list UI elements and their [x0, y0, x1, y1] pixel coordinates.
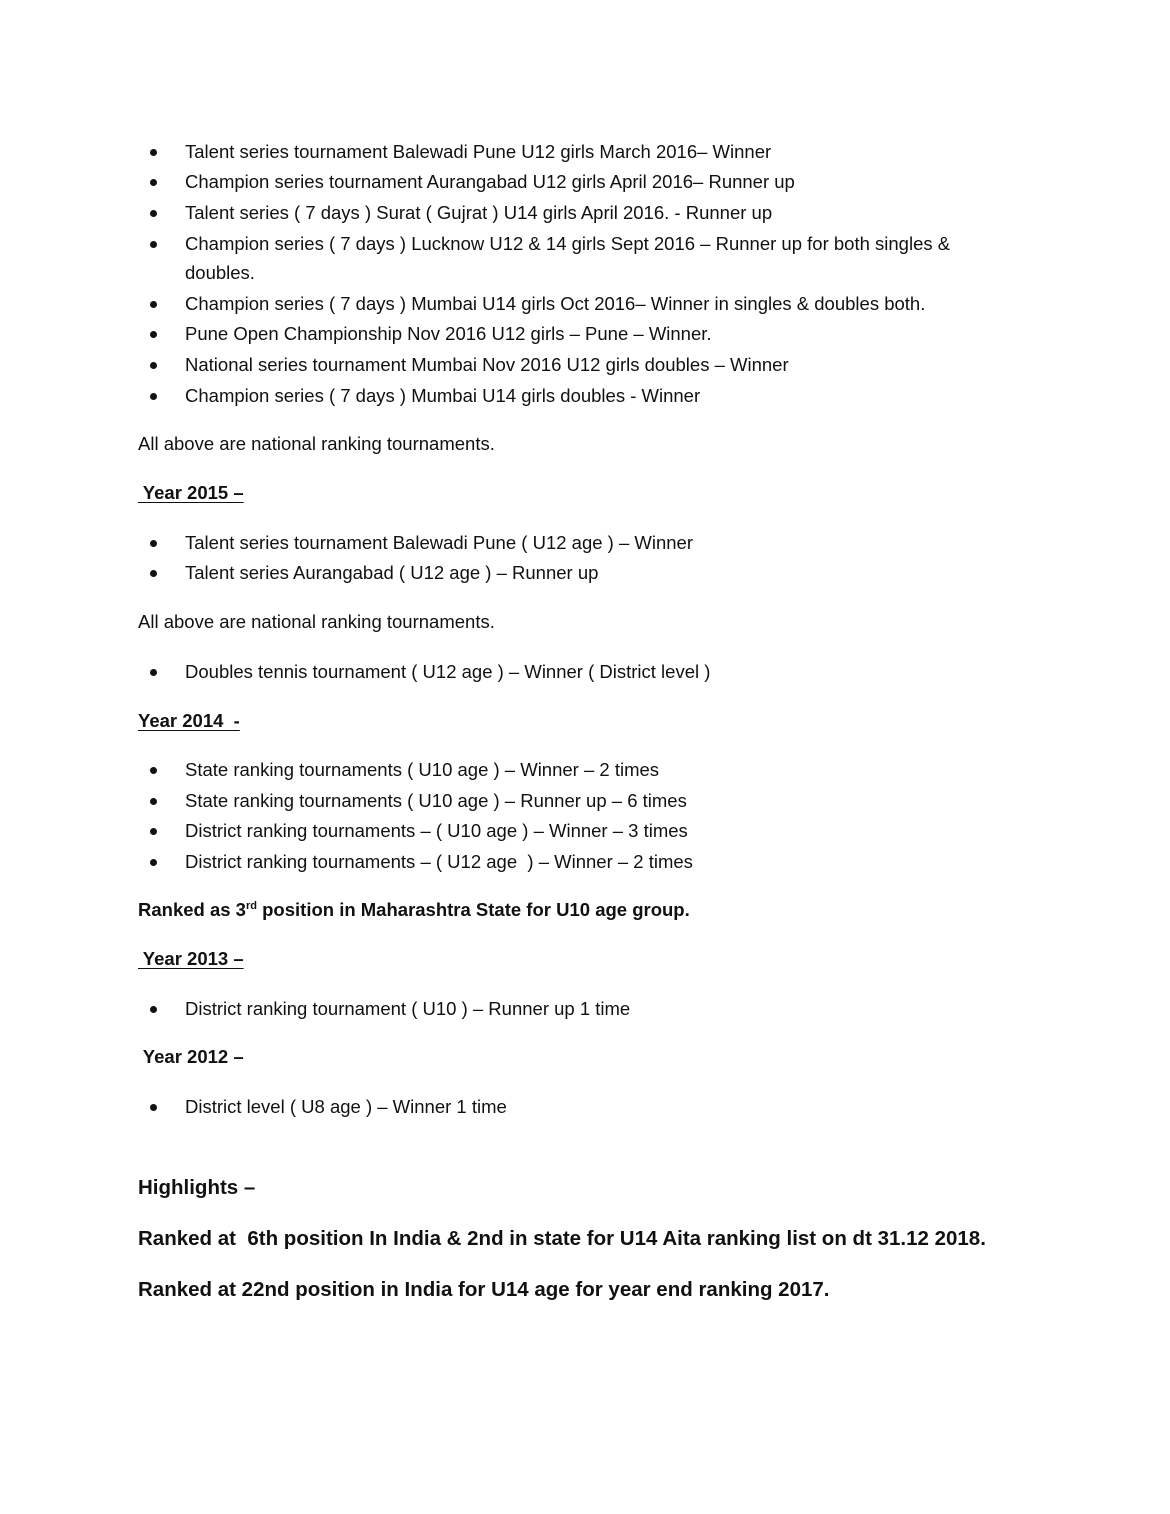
bullet-icon	[150, 170, 160, 194]
list-item: District level ( U8 age ) – Winner 1 time	[185, 1096, 507, 1117]
heading-year-2014: Year 2014 -	[138, 710, 240, 731]
list-item: Talent series tournament Balewadi Pune ( U12 age ) – Winner	[185, 532, 693, 553]
bullet-icon	[150, 1095, 160, 1119]
list-item: Talent series tournament Balewadi Pune U12 girls March 2016– Winner	[185, 141, 772, 162]
bullet-icon	[150, 140, 160, 164]
bullet-icon	[150, 531, 160, 555]
list-item: Champion series ( 7 days ) Mumbai U14 girls Oct 2016– Winner in singles & doubles both.	[185, 293, 926, 314]
list-item: Pune Open Championship Nov 2016 U12 girls – Pune – Winner.	[185, 323, 712, 344]
bullet-icon	[150, 322, 160, 346]
bullet-icon	[150, 789, 160, 813]
list-item: Doubles tennis tournament ( U12 age ) – Winner ( District level )	[185, 661, 711, 682]
bullet-icon	[150, 758, 160, 782]
heading-year-2015: Year 2015 –	[138, 482, 244, 503]
list-item: Champion series ( 7 days ) Lucknow U12 & 14 girls Sept 2016 – Runner up for both singles &	[185, 233, 951, 254]
heading-year-2012: Year 2012 –	[138, 1046, 244, 1067]
list-item: Champion series tournament Aurangabad U12 girls April 2016– Runner up	[185, 171, 795, 192]
list-item: District ranking tournaments – ( U12 age ) – Winner – 2 times	[185, 851, 693, 872]
note-national-ranking: All above are national ranking tournaments.	[138, 611, 495, 632]
bullet-icon	[150, 353, 160, 377]
list-item: Talent series ( 7 days ) Surat ( Gujrat ) U14 girls April 2016. - Runner up	[185, 202, 773, 223]
ranked-state-ordinal: rd	[245, 899, 257, 912]
list-item-continuation: doubles.	[185, 262, 255, 283]
bullet-icon	[150, 561, 160, 585]
list-item: State ranking tournaments ( U10 age ) – Winner – 2 times	[185, 759, 660, 780]
ranked-state-prefix: Ranked as 3	[138, 899, 246, 920]
list-item: Talent series Aurangabad ( U12 age ) – Runner up	[185, 562, 599, 583]
list-item: National series tournament Mumbai Nov 2016 U12 girls doubles – Winner	[185, 354, 789, 375]
bullet-icon	[150, 384, 160, 408]
heading-year-2013: Year 2013 –	[138, 948, 244, 969]
list-item: Champion series ( 7 days ) Mumbai U14 girls doubles - Winner	[185, 385, 701, 406]
note-national-ranking: All above are national ranking tournaments.	[138, 433, 495, 454]
highlights-heading: Highlights –	[138, 1176, 256, 1199]
highlight-ranking-2017: Ranked at 22nd position in India for U14 age for year end ranking 2017.	[138, 1278, 830, 1301]
list-item: State ranking tournaments ( U10 age ) – Runner up – 6 times	[185, 790, 687, 811]
ranked-state-statement	[138, 898, 690, 922]
bullet-icon	[150, 850, 160, 874]
bullet-icon	[150, 660, 160, 684]
highlight-ranking-2018: Ranked at 6th position In India & 2nd in state for U14 Aita ranking list on dt 31.12 2018.	[138, 1227, 986, 1250]
bullet-icon	[150, 292, 160, 316]
bullet-icon	[150, 201, 160, 225]
bullet-icon	[150, 819, 160, 843]
list-item: District ranking tournaments – ( U10 age ) – Winner – 3 times	[185, 820, 688, 841]
list-item: District ranking tournament ( U10 ) – Runner up 1 time	[185, 998, 631, 1019]
ranked-state-suffix: position in Maharashtra State for U10 age group.	[256, 899, 690, 920]
bullet-icon	[150, 997, 160, 1021]
bullet-icon	[150, 232, 160, 256]
